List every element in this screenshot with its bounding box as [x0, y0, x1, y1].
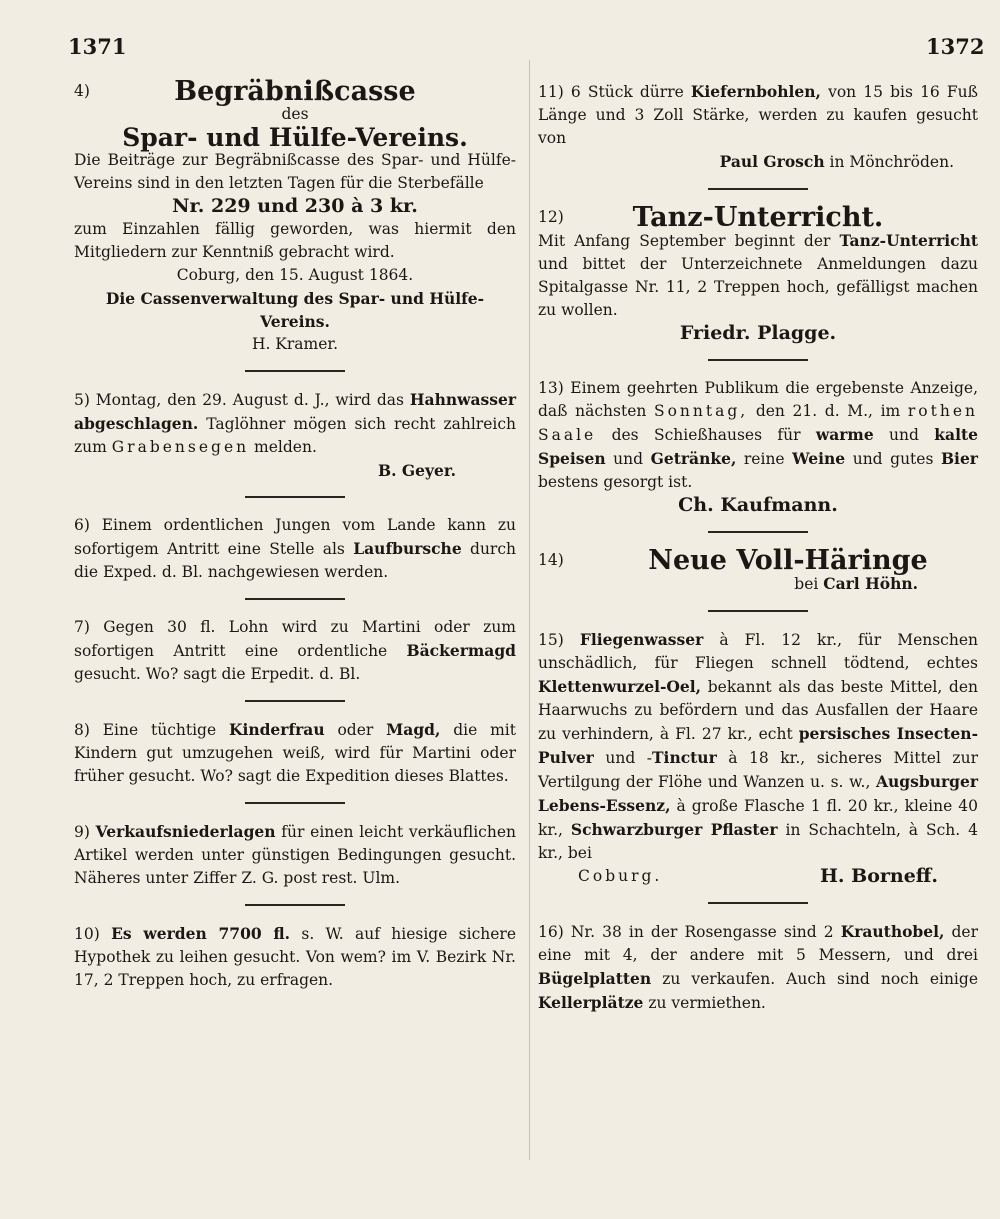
separator	[708, 610, 808, 612]
ad-9: 9) Verkaufsniederlagen für einen leicht verkäuflichen Artikel werden unter günstigen Bedingungen gesucht. Näheres unter Ziffer Z. G. post rest. Ulm.	[74, 822, 517, 887]
ad-8: 8) Eine tüchtige Kinderfrau oder Magd, die mit Kindern gut umzugehen weiß, wird für Martini oder früher gesucht. Wo? sagt die Expedition dieses Blattes.	[74, 720, 516, 785]
separator	[245, 700, 345, 702]
ad-10: 10) Es werden 7700 fl. s. W. auf hiesige sichere Hypothek zu leihen gesucht. Von wem? im V. Bezirk Nr. 17, 2 Treppen hoch, zu erfragen.	[74, 924, 517, 989]
ad-15: 15) Fliegenwasser à Fl. 12 kr., für Menschen unschädlich, für Fliegen schnell tödtend, echtes Klettenwurzel-Oel, bekannt als das beste Mittel, den Haarwuchs zu befördern und das Ausfallen der Haare zu verhindern, à Fl. 27 kr., echt persisches Insecten-Pulver und -Tinctur à 18 kr., sicheres Mittel zur Vertilgung der Flöhe und Wanzen u. s. w., Augsburger Lebens-Essenz, à große Flasche 1 fl. 20 kr., kleine 40 kr., Schwarzburger Pflaster in Schachteln, à Sch. 4 kr., bei	[538, 630, 978, 862]
separator	[708, 902, 808, 904]
right-column: 11) 6 Stück dürre Kiefernbohlen, von 15 bis 16 Fuß Länge und 3 Zoll Stärke, werden zu kaufen gesucht von Paul Grosch in Mönchröden. 12) Tanz-Unterricht. Mit Anfang September beginnt der Tanz-Unterricht und bittet der Unterzeichnete Anmeldungen dazu Spitalgasse Nr. 11, 2 Treppen hoch, gefälligst machen zu wollen. Friedr. Plagge. 13) Einem geehrten Publikum die ergebenste Anzeige, daß nächsten Sonntag, den 21. d. M., im rothen Saale des Schießhauses für warme und kalte Speisen und Getränke, reine Weine und gutes Bier bestens gesorgt ist. Ch. Kaufmann. 14) Neue Voll-Häringe bei Carl Höhn. 15) Fliegenwasser à Fl. 12 kr., für Menschen unschädlich, für Fliegen schnell tödtend, echtes Klettenwurzel-Oel, bekannt als das beste Mittel, den Haarwuchs zu befördern und das Ausfallen der Haare zu verhindern, à Fl. 27 kr., echt persisches Insecten-Pulver und -Tinctur à 18 kr., sicheres Mittel zur Vertilgung der Flöhe und Wanzen u. s. w., Augsburger Lebens-Essenz, à große Flasche 1 fl. 20 kr., kleine 40 kr., Schwarzburger Pflaster in Schachteln, à Sch. 4 kr., bei Coburg. H. Borneff. 16) Nr. 38 in der Rosengasse sind 2 Krauthobel, der eine mit 4, der andere mit 5 Messern, und drei Bügelplatten zu verkaufen. Auch sind noch einige Kellerplätze zu vermiethen.	[538, 80, 978, 1015]
ad-5: 5) Montag, den 29. August d. J., wird das Hahnwasser abgeschlagen. Taglöhner mögen sich recht zahlreich zum Grabensegen melden.	[74, 390, 516, 456]
column-divider	[529, 60, 530, 1160]
ad-12-title: Tanz-Unterricht.	[632, 202, 884, 233]
separator	[245, 904, 345, 906]
separator	[245, 496, 345, 498]
left-column: 4) Begräbnißcasse des Spar- und Hülfe-Vereins. Die Beiträge zur Begräbnißcasse des Spar- und Hülfe-Vereins sind in den letzten Tagen für die Sterbefälle Nr. 229 und 230 à 3 kr. zum Einzahlen fällig geworden, was hiermit den Mitgliedern zur Kenntniß gebracht wird. Coburg, den 15. August 1864. Die Cassenverwaltung des Spar- und Hülfe-Vereins. H. Kramer. 5) Montag, den 29. August d. J., wird das Hahnwasser abgeschlagen. Taglöhner mögen sich recht zahlreich zum Grabensegen melden. B. Geyer. 6) Einem ordentlichen Jungen vom Lande kann zu sofortigem Antritt eine Stelle als Laufbursche durch die Exped. d. Bl. nachgewiesen werden. 7) Gegen 30 fl. Lohn wird zu Martini oder zum sofortigen Antritt eine ordentliche Bäckermagd gesucht. Wo? sagt die Erpedit. d. Bl. 8) Eine tüchtige Kinderfrau oder Magd, die mit Kindern gut umzugehen weiß, wird für Martini oder früher gesucht. Wo? sagt die Expedition dieses Blattes. 9) Verkaufsniederlagen für einen leicht verkäuflichen Artikel werden unter günstigen Bedingungen gesucht. Näheres unter Ziffer Z. G. post rest. Ulm. 10) Es werden 7700 fl. s. W. auf hiesige sichere Hypothek zu leihen gesucht. Von wem? im V. Bezirk Nr. 17, 2 Treppen hoch, zu erfragen.	[74, 80, 516, 992]
separator	[708, 531, 808, 533]
ad-14: 14) Neue Voll-Häringe bei Carl Höhn.	[538, 549, 978, 596]
separator	[708, 359, 808, 361]
page-number-right: 1372	[926, 34, 985, 59]
ad-14-title: Neue Voll-Häringe	[648, 545, 928, 576]
separator	[245, 598, 345, 600]
ad-6: 6) Einem ordentlichen Jungen vom Lande kann zu sofortigem Antritt eine Stelle als Laufbursche durch die Exped. d. Bl. nachgewiesen werden.	[74, 516, 517, 581]
ad-4-title: Begräbnißcasse	[174, 76, 416, 107]
separator	[245, 370, 345, 372]
separator	[245, 802, 345, 804]
ad-16: 16) Nr. 38 in der Rosengasse sind 2 Krauthobel, der eine mit 4, der andere mit 5 Messern, und drei Bügelplatten zu verkaufen. Auch sind noch einige Kellerplätze zu vermiethen.	[538, 922, 978, 1012]
ad-11: 11) 6 Stück dürre Kiefernbohlen, von 15 bis 16 Fuß Länge und 3 Zoll Stärke, werden zu kaufen gesucht von	[538, 82, 979, 147]
page-number-left: 1371	[68, 34, 127, 59]
separator	[708, 188, 808, 190]
ad-13: 13) Einem geehrten Publikum die ergebenste Anzeige, daß nächsten Sonntag, den 21. d. M., im rothen Saale des Schießhauses für warme und kalte Speisen und Getränke, reine Weine und gutes Bier bestens gesorgt ist.	[538, 379, 978, 491]
ad-7: 7) Gegen 30 fl. Lohn wird zu Martini oder zum sofortigen Antritt eine ordentliche Bäckermagd gesucht. Wo? sagt die Erpedit. d. Bl.	[74, 618, 516, 683]
ad-4: 4) Begräbnißcasse des Spar- und Hülfe-Vereins. Die Beiträge zur Begräbnißcasse des Spar- und Hülfe-Vereins sind in den letzten Tagen für die Sterbefälle Nr. 229 und 230 à 3 kr. zum Einzahlen fällig geworden, was hiermit den Mitgliedern zur Kenntniß gebracht wird. Coburg, den 15. August 1864. Die Cassenverwaltung des Spar- und Hülfe-Vereins. H. Kramer.	[74, 76, 516, 353]
ad-12: 12) Tanz-Unterricht. Mit Anfang September beginnt der Tanz-Unterricht und bittet der Unterzeichnete Anmeldungen dazu Spitalgasse Nr. 11, 2 Treppen hoch, gefälligst machen zu wollen. Friedr. Plagge.	[538, 202, 978, 344]
